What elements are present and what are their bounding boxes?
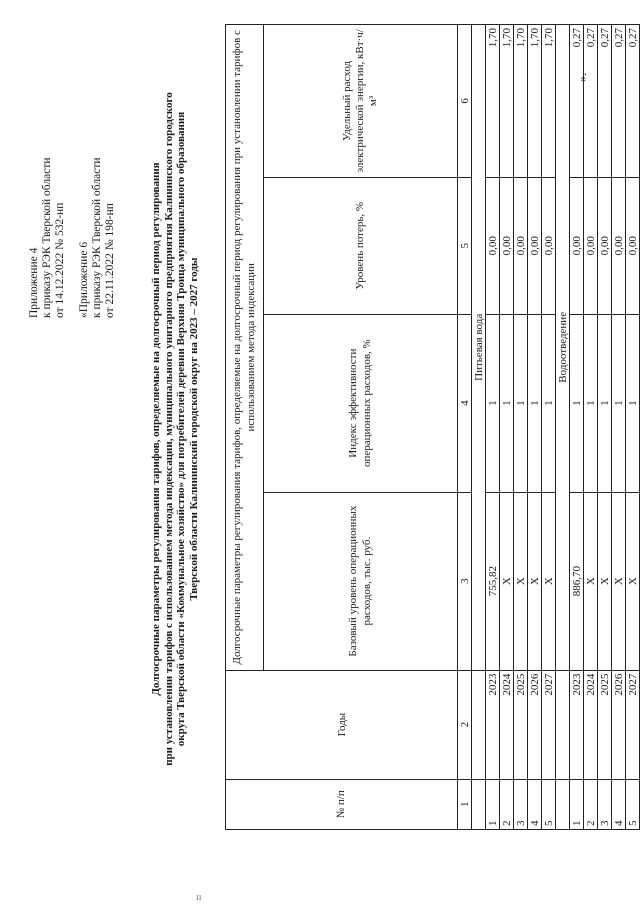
cell-year: 2026 — [528, 670, 542, 779]
cell-num: 3 — [598, 779, 612, 829]
cell-num: 2 — [500, 779, 514, 829]
cell-energy: 0,27 — [626, 25, 640, 178]
cell-loss: 0,00 — [514, 177, 528, 314]
cell-eff: 1 — [598, 314, 612, 492]
appendix-prev-line-2: к приказу РЭК Тверской области — [90, 157, 103, 318]
cell-base: Х — [542, 492, 556, 670]
cell-year: 2024 — [500, 670, 514, 779]
margin-mark: ıı — [196, 892, 202, 903]
cell-base: Х — [500, 492, 514, 670]
cell-energy: 0,27 — [598, 25, 612, 178]
cell-eff: 1 — [570, 314, 584, 492]
cell-num: 1 — [570, 779, 584, 829]
cell-loss: 0,00 — [626, 177, 640, 314]
appendix-main-line-2: к приказу РЭК Тверской области — [41, 157, 54, 318]
appendix-prev-line-3: от 22.11.2022 № 198-нп — [104, 203, 117, 318]
cell-eff: 1 — [528, 314, 542, 492]
col-number: 1 — [458, 779, 472, 829]
title-line-1: Долгосрочные параметры регулирования тарифов, определяемые на долгосрочный период регулирования — [150, 162, 162, 696]
appendix-header — [28, 158, 117, 319]
cell-loss: 0,00 — [598, 177, 612, 314]
cell-base: Х — [584, 492, 598, 670]
cell-year: 2023 — [486, 670, 500, 779]
cell-energy: 1,70 — [486, 25, 500, 178]
appendix-main-line-3: от 14.12.2022 № 532-нп — [54, 202, 67, 318]
cell-eff: 1 — [612, 314, 626, 492]
cell-loss: 0,00 — [486, 177, 500, 314]
title-line-4: Тверской области Калининский городской округ на 2023 – 2027 годы — [187, 257, 200, 601]
table-header-row-group — [226, 25, 264, 830]
cell-num: 1 — [486, 779, 500, 829]
header-base-level: Базовый уровень операционных расходов, тыс. руб. — [264, 492, 458, 670]
cell-loss: 0,00 — [500, 177, 514, 314]
col-number: 5 — [458, 177, 472, 314]
cell-num: 4 — [528, 779, 542, 829]
col-number: 6 — [458, 25, 472, 178]
cell-energy: 1,70 — [514, 25, 528, 178]
cell-eff: 1 — [584, 314, 598, 492]
cell-energy: 1,70 — [500, 25, 514, 178]
cell-base: 886,70 — [570, 492, 584, 670]
table-row — [514, 25, 528, 830]
table-col-numbers-row — [458, 25, 472, 830]
cell-base: Х — [612, 492, 626, 670]
table-row — [612, 25, 626, 830]
appendix-main-line-1: Приложение 4 — [28, 247, 40, 318]
cell-year: 2025 — [598, 670, 612, 779]
cell-base: 755,82 — [486, 492, 500, 670]
cell-num: 2 — [584, 779, 598, 829]
cell-year: 2025 — [514, 670, 528, 779]
table-row — [486, 25, 500, 830]
table-row — [626, 25, 640, 830]
cell-year: 2027 — [626, 670, 640, 779]
cell-eff: 1 — [486, 314, 500, 492]
section-row-wastewater — [556, 25, 570, 830]
cell-energy: 1,70 — [542, 25, 556, 178]
cell-eff: 1 — [626, 314, 640, 492]
header-efficiency: Индекс эффективности операционных расходов, % — [264, 314, 458, 492]
cell-energy: 0,27 — [570, 25, 584, 178]
title-line-3: округа Тверской области «Коммунальное хозяйство» для потребителей деревни Верхняя Троица муниципального образования — [175, 111, 188, 747]
header-losses: Уровень потерь, % — [264, 177, 458, 314]
header-num: № п/п — [226, 779, 458, 829]
section-title: Питьевая вода — [472, 25, 486, 671]
table-row — [570, 25, 584, 830]
cell-year: 2023 — [570, 670, 584, 779]
col-number: 4 — [458, 314, 472, 492]
cell-loss: 0,00 — [612, 177, 626, 314]
cell-loss: 0,00 — [570, 177, 584, 314]
table-row — [598, 25, 612, 830]
appendix-prev-line-1: «Приложение 6 — [77, 241, 90, 318]
cell-year: 2026 — [612, 670, 626, 779]
table-row — [528, 25, 542, 830]
cell-num: 5 — [542, 779, 556, 829]
header-years: Годы — [226, 670, 458, 779]
cell-year: 2024 — [584, 670, 598, 779]
cell-base: Х — [598, 492, 612, 670]
document-title — [150, 34, 201, 824]
header-energy: Удельный расход электрической энергии, кВт·ч/м³ — [264, 25, 458, 178]
cell-base: Х — [514, 492, 528, 670]
parameters-table — [225, 24, 640, 830]
table-row — [542, 25, 556, 830]
cell-base: Х — [626, 492, 640, 670]
cell-loss: 0,00 — [542, 177, 556, 314]
cell-num: 3 — [514, 779, 528, 829]
cell-num: 4 — [612, 779, 626, 829]
cell-energy: 1,70 — [528, 25, 542, 178]
cell-loss: 0,00 — [584, 177, 598, 314]
section-title: Водоотведение — [556, 25, 570, 671]
cell-eff: 1 — [514, 314, 528, 492]
section-row-drinking-water — [472, 25, 486, 830]
table-row — [584, 25, 598, 830]
cell-base: Х — [528, 492, 542, 670]
cell-energy: 0,27 — [584, 25, 598, 178]
cell-eff: 1 — [500, 314, 514, 492]
closing-mark: ». — [575, 73, 589, 82]
col-number: 2 — [458, 670, 472, 779]
title-line-2: при установлении тарифов с использованием метода индексации, муниципального унитарного предприятия Калининского городского — [162, 92, 175, 766]
header-group: Долгосрочные параметры регулирования тарифов, определяемые на долгосрочный период регулирования при установлении тарифов с использованием метода индексации — [226, 25, 264, 671]
cell-eff: 1 — [542, 314, 556, 492]
col-number: 3 — [458, 492, 472, 670]
cell-energy: 0,27 — [612, 25, 626, 178]
cell-num: 5 — [626, 779, 640, 829]
table-row — [500, 25, 514, 830]
cell-year: 2027 — [542, 670, 556, 779]
parameters-table-wrap — [225, 24, 639, 830]
cell-loss: 0,00 — [528, 177, 542, 314]
